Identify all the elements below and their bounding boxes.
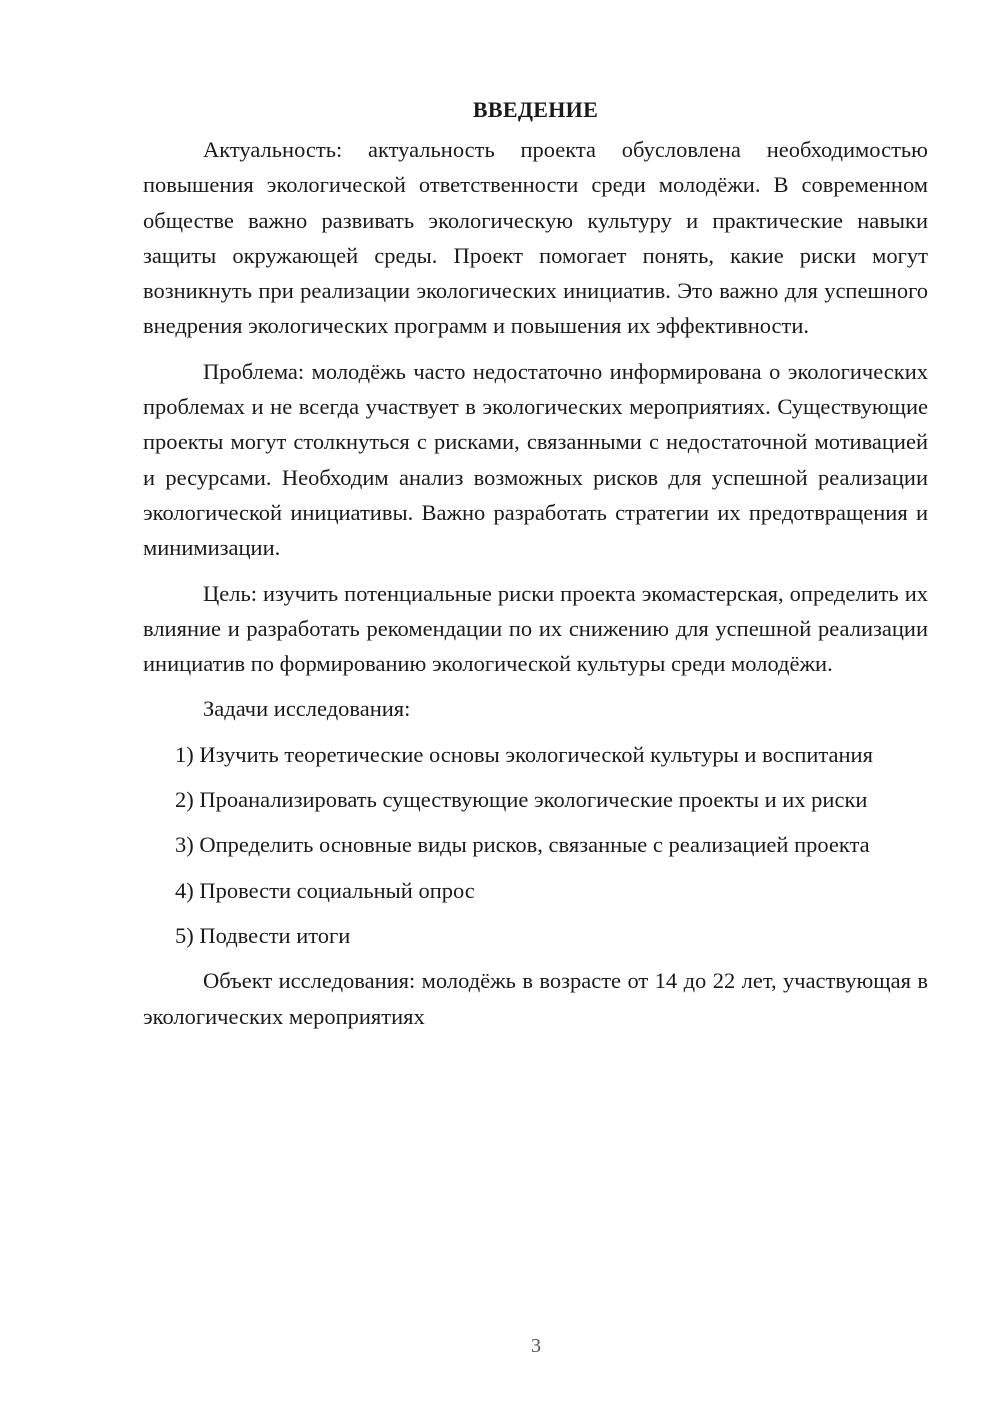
tasks-heading: Задачи исследования:: [203, 696, 411, 722]
section-title: ВВЕДЕНИЕ: [472, 97, 599, 122]
paragraph-relevance: Актуальность: актуальность проекта обусловлена необходимостью повышения экологической ответственности среди молодёжи. В современном обществе важно развивать экологическую культуру и практические навыки защиты окружающей среды. Проект помогает понять, какие риски могут возникнуть при реализации экологических инициатив. Это важно для успешного внедрения экологических программ и повышения их эффективности.: [143, 137, 928, 339]
page-number: 3: [531, 1335, 541, 1357]
list-item: 4) Провести социальный опрос: [175, 877, 475, 903]
list-item: 1) Изучить теоретические основы экологической культуры и воспитания: [175, 741, 873, 767]
paragraph-goal: Цель: изучить потенциальные риски проекта экомастерская, определить их влияние и разработать рекомендации по их снижению для успешной реализации инициатив по формированию экологической культуры среди молодёжи.: [143, 580, 928, 677]
document-page: [143, 96, 928, 1044]
tasks-list: [143, 737, 928, 953]
paragraph-problem: Проблема: молодёжь часто недостаточно информирована о экологических проблемах и не всегда участвует в экологических мероприятиях. Существующие проекты могут столкнуться с рисками, связанными с недостаточной мотивацией и ресурсами. Необходим анализ возможных рисков для успешной реализации экологической инициативы. Важно разработать стратегии их предотвращения и минимизации.: [143, 358, 928, 561]
list-item: 3) Определить основные виды рисков, связанные с реализацией проекта: [175, 832, 870, 858]
list-item: 2) Проанализировать существующие экологические проекты и их риски: [175, 787, 868, 813]
list-item: 5) Подвести итоги: [175, 922, 351, 948]
paragraph-object: Объект исследования: молодёжь в возрасте от 14 до 22 лет, участвующая в экологических мероприятиях: [143, 968, 928, 1029]
